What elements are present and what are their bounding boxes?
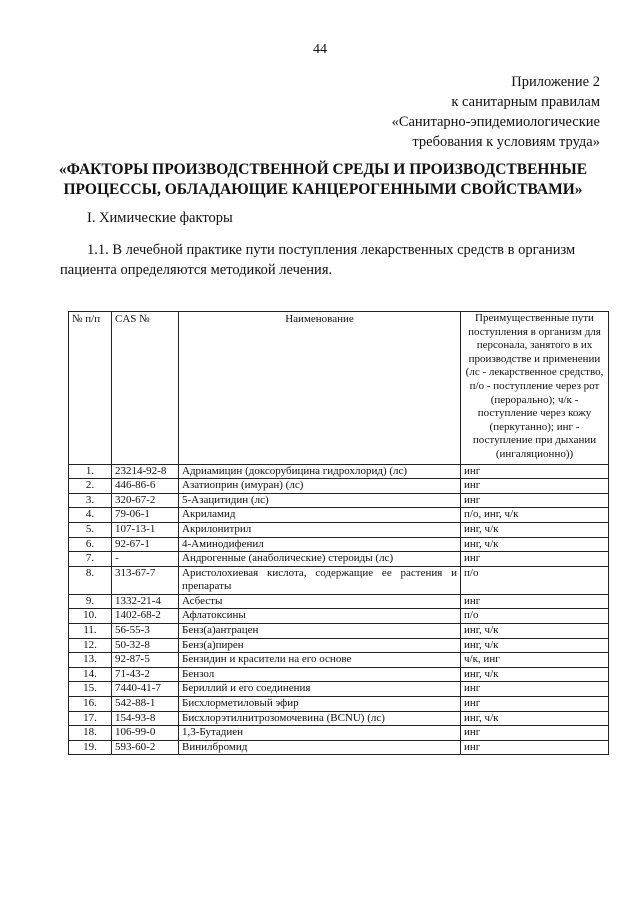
exposure-route: инг [461,697,609,712]
appendix-line: Приложение 2 [511,74,600,90]
exposure-route: инг, ч/к [461,537,609,552]
row-number: 13. [69,653,112,668]
intro-paragraph: 1.1. В лечебной практике пути поступления лекарственных средств в организм пациента определяются методикой лечения. [60,242,576,278]
substance-name: Винилбромид [179,740,461,755]
table-row [69,653,609,668]
row-number: 14. [69,667,112,682]
cas-number: 23214-92-8 [112,464,179,479]
substance-name: Афлатоксины [179,609,461,624]
exposure-route: инг, ч/к [461,667,609,682]
cas-number: 50-32-8 [112,638,179,653]
exposure-route: инг [461,479,609,494]
row-number: 19. [69,740,112,755]
table-row [69,711,609,726]
row-number: 16. [69,697,112,712]
carcinogens-table [68,311,609,755]
exposure-route: инг [461,464,609,479]
cas-number: 154-93-8 [112,711,179,726]
header-cas: CAS № [112,312,179,465]
substance-name: Бисхлорэтилнитрозомочевина (BCNU) (лс) [179,711,461,726]
row-number: 7. [69,552,112,567]
cas-number: 107-13-1 [112,522,179,537]
exposure-route: инг, ч/к [461,711,609,726]
table-header-row [69,312,609,465]
title-line: ПРОЦЕССЫ, ОБЛАДАЮЩИЕ КАНЦЕРОГЕННЫМИ СВОЙСТВАМИ» [63,181,583,198]
substance-name: Акрилонитрил [179,522,461,537]
cas-number: 106-99-0 [112,726,179,741]
row-number: 10. [69,609,112,624]
row-number: 11. [69,624,112,639]
cas-number: 1332-21-4 [112,594,179,609]
substance-name: Аристолохиевая кислота, содержащие ее растения и препараты [179,566,461,594]
appendix-line: требования к условиям труда» [412,134,600,150]
substance-name: 5-Азацитидин (лс) [179,493,461,508]
cas-number: 320-67-2 [112,493,179,508]
row-number: 4. [69,508,112,523]
cas-number: 446-86-6 [112,479,179,494]
appendix-line: к санитарным правилам [451,94,600,110]
appendix-reference [240,72,600,152]
substance-name: Андрогенные (анаболические) стероиды (лс) [179,552,461,567]
table-row [69,667,609,682]
table-row [69,537,609,552]
row-number: 9. [69,594,112,609]
substance-name: 4-Аминодифенил [179,537,461,552]
table-row [69,682,609,697]
cas-number: 7440-41-7 [112,682,179,697]
title-line: «ФАКТОРЫ ПРОИЗВОДСТВЕННОЙ СРЕДЫ И ПРОИЗВОДСТВЕННЫЕ [58,161,588,178]
cas-number: 92-87-5 [112,653,179,668]
header-name: Наименование [179,312,461,465]
table-row [69,638,609,653]
substance-name: Бенз(а)антрацен [179,624,461,639]
exposure-route: ч/к, инг [461,653,609,668]
row-number: 5. [69,522,112,537]
cas-number: 92-67-1 [112,537,179,552]
cas-number: 56-55-3 [112,624,179,639]
page-number: 44 [313,42,327,57]
exposure-route: инг, ч/к [461,522,609,537]
substance-name: Бензидин и красители на его основе [179,653,461,668]
exposure-route: инг [461,682,609,697]
substance-name: Бисхлорметиловый эфир [179,697,461,712]
table-row [69,740,609,755]
table-body [69,464,609,755]
table-row [69,508,609,523]
cas-number: 1402-68-2 [112,609,179,624]
table-row [69,624,609,639]
cas-number: 542-88-1 [112,697,179,712]
table-row [69,522,609,537]
exposure-route: инг [461,594,609,609]
substance-name: Бериллий и его соединения [179,682,461,697]
substance-name: Асбесты [179,594,461,609]
exposure-route: инг, ч/к [461,638,609,653]
cas-number: 79-06-1 [112,508,179,523]
row-number: 17. [69,711,112,726]
row-number: 2. [69,479,112,494]
exposure-route: инг [461,552,609,567]
table-row [69,479,609,494]
table-row [69,566,609,594]
row-number: 3. [69,493,112,508]
substance-name: Бенз(а)пирен [179,638,461,653]
row-number: 15. [69,682,112,697]
exposure-route: п/о, инг, ч/к [461,508,609,523]
row-number: 18. [69,726,112,741]
table-row [69,594,609,609]
row-number: 8. [69,566,112,594]
table-row [69,464,609,479]
substance-name: Адриамицин (доксорубицина гидрохлорид) (лс) [179,464,461,479]
header-routes: Преимущественные пути поступления в организм для персонала, занятого в их производстве и применении (лс - лекарственное средство, п/о - поступление через рот (перорально); ч/к - поступление через кожу (перкутанно); инг - поступление при дыхании (ингаляционно)) [461,312,609,465]
substance-name: Акриламид [179,508,461,523]
table-row [69,493,609,508]
table-row [69,609,609,624]
header-number: № п/п [69,312,112,465]
exposure-route: п/о [461,566,609,594]
cas-number: 313-67-7 [112,566,179,594]
cas-number: 593-60-2 [112,740,179,755]
table-row [69,726,609,741]
exposure-route: инг, ч/к [461,624,609,639]
row-number: 6. [69,537,112,552]
section-heading: I. Химические факторы [87,210,233,226]
cas-number: 71-43-2 [112,667,179,682]
table-row [69,697,609,712]
table-row [69,552,609,567]
exposure-route: инг [461,493,609,508]
exposure-route: инг [461,726,609,741]
document-title [40,160,606,200]
appendix-line: «Санитарно-эпидемиологические [391,114,600,130]
substance-name: Азатиоприн (имуран) (лс) [179,479,461,494]
row-number: 1. [69,464,112,479]
substance-name: 1,3-Бутадиен [179,726,461,741]
exposure-route: п/о [461,609,609,624]
exposure-route: инг [461,740,609,755]
row-number: 12. [69,638,112,653]
cas-number: - [112,552,179,567]
substance-name: Бензол [179,667,461,682]
